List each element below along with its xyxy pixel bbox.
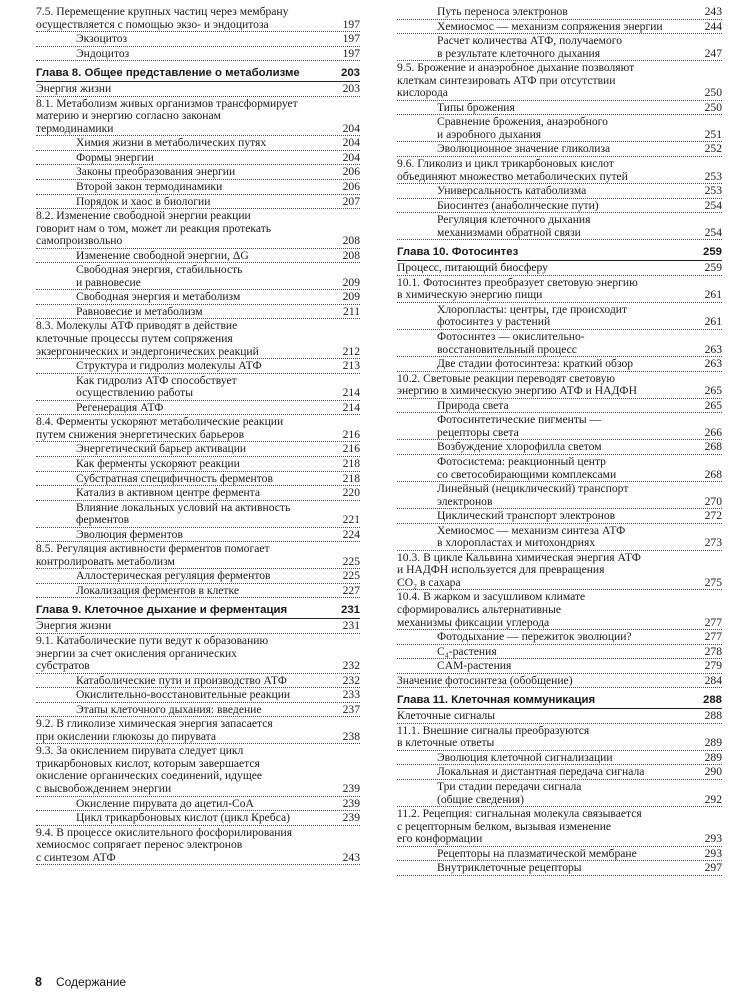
toc-subsection-entry (397, 214, 722, 240)
toc-section-entry (397, 158, 722, 184)
toc-subsection-entry (397, 102, 722, 116)
toc-section-entry (36, 635, 360, 674)
toc-entry-title: Клеточные сигналы (397, 709, 496, 723)
toc-subsection-entry (397, 510, 722, 524)
toc-entry-page: 289 (704, 750, 722, 764)
toc-subsection-entry (36, 33, 360, 47)
toc-subsection-entry (36, 137, 360, 151)
toc-entry-page: 227 (342, 583, 360, 597)
toc-entry-page: 268 (704, 440, 722, 454)
toc-entry-page: 239 (342, 781, 360, 795)
toc-entry-title: Линейный (нециклический) транспорт электронов (437, 482, 629, 508)
toc-entry-page: 259 (704, 261, 722, 275)
toc-section-entry (397, 710, 722, 724)
toc-entry-page: 239 (342, 796, 360, 810)
toc-entry-page: 251 (704, 127, 722, 141)
toc-entry-title: Изменение свободной энергии, ΔG (76, 248, 249, 262)
toc-subsection-entry (36, 375, 360, 401)
toc-section-entry (397, 808, 722, 847)
toc-section-entry (397, 262, 722, 276)
toc-section-entry (36, 745, 360, 796)
toc-subsection-entry (36, 196, 360, 210)
toc-entry-title: Глава 10. Фотосинтез (397, 246, 519, 259)
toc-entry-title: Окислительно-восстановительные реакции (76, 688, 291, 702)
toc-subsection-entry (397, 185, 722, 199)
toc-entry-page: 252 (704, 142, 722, 156)
toc-entry-title: Аллостерическая регуляция ферментов (76, 569, 271, 583)
toc-entry-title: Фотосинтез — окислительно- восстановительный процесс (437, 330, 585, 356)
toc-entry-page: 275 (704, 575, 722, 589)
toc-entry-page: 208 (342, 248, 360, 262)
toc-subsection-entry (36, 798, 360, 812)
toc-section-entry (36, 543, 360, 569)
toc-subsection-entry (36, 812, 360, 826)
toc-entry-title: Формы энергии (76, 150, 154, 164)
toc-section-entry (397, 277, 722, 303)
toc-entry-page: 204 (342, 121, 360, 135)
toc-entry-title: Глава 11. Клеточная коммуникация (397, 694, 596, 707)
toc-entry-page: 250 (704, 100, 722, 114)
toc-entry-page: 265 (704, 398, 722, 412)
toc-subsection-entry (397, 400, 722, 414)
toc-entry-page: 238 (342, 729, 360, 743)
toc-entry-title: Энергетический барьер активации (76, 442, 247, 456)
toc-subsection-entry (397, 331, 722, 357)
toc-subsection-entry (36, 152, 360, 166)
toc-entry-title: Внутриклеточные рецепторы (437, 861, 582, 875)
toc-entry-title: Рецепторы на плазматической мембране (437, 846, 637, 860)
toc-entry-title: 8.1. Метаболизм живых организмов трансформирует материю и энергию согласно законам термодинамики (36, 96, 298, 135)
toc-entry-page: 232 (342, 673, 360, 687)
toc-entry-page: 221 (342, 513, 360, 527)
toc-subsection-entry (397, 781, 722, 807)
toc-entry-title: Универсальность катаболизма (437, 184, 587, 198)
toc-subsection-entry (36, 458, 360, 472)
toc-subsection-entry (397, 525, 722, 551)
toc-entry-title: 8.3. Молекулы АТФ приводят в действие клеточные процессы путем сопряжения экзергонических и эндергонических реакций (36, 319, 259, 358)
toc-entry-page: 277 (704, 630, 722, 644)
toc-entry-title: 9.6. Гликолиз и цикл трикарбоновых кислот объединяют множество метаболических путей (397, 157, 628, 183)
toc-entry-page: 197 (342, 17, 360, 31)
toc-subsection-entry (36, 402, 360, 416)
toc-subsection-entry (397, 116, 722, 142)
toc-entry-page: 253 (704, 184, 722, 198)
toc-subsection-entry (397, 631, 722, 645)
toc-section-entry (397, 552, 722, 591)
toc-entry-title: Второй закон термодинамики (76, 180, 223, 194)
toc-section-entry (36, 83, 360, 97)
toc-subsection-entry (36, 570, 360, 584)
toc-entry-page: 284 (704, 673, 722, 687)
toc-entry-page: 288 (704, 709, 722, 723)
toc-entry-page: 273 (704, 536, 722, 550)
toc-entry-page: 278 (704, 644, 722, 658)
toc-section-entry (397, 675, 722, 689)
toc-entry-page: 231 (342, 619, 360, 633)
toc-entry-title: CAM-растения (437, 659, 512, 673)
toc-entry-page: 289 (704, 736, 722, 750)
toc-entry-page: 233 (342, 688, 360, 702)
toc-entry-page: 206 (342, 165, 360, 179)
toc-entry-page: 247 (704, 46, 722, 60)
toc-entry-title: 11.1. Внешние сигналы преобразуются в клеточные ответы (397, 723, 590, 750)
toc-subsection-entry (397, 6, 722, 20)
toc-subsection-entry (397, 304, 722, 330)
toc-entry-title: Три стадии передачи сигнала (общие сведения) (437, 779, 582, 806)
toc-entry-title: 8.5. Регуляция активности ферментов помогает контролировать метаболизм (36, 542, 270, 568)
toc-subsection-entry (397, 441, 722, 455)
toc-section-entry (36, 6, 360, 32)
toc-entry-title: Законы преобразования энергии (76, 165, 236, 179)
toc-entry-title: Путь переноса электронов (437, 5, 568, 18)
toc-entry-page: 216 (342, 427, 360, 441)
toc-entry-title: 9.3. За окислением пирувата следует цикл трикарбоновых кислот, которым завершается окисление органических соединений, идущее с высвобождением энергии (36, 744, 263, 795)
toc-entry-page: 220 (342, 486, 360, 500)
toc-entry-page: 277 (704, 615, 722, 629)
toc-subsection-entry (397, 143, 722, 157)
toc-subsection-entry (36, 166, 360, 180)
toc-entry-title: Эволюционное значение гликолиза (437, 142, 611, 156)
toc-entry-title: Этапы клеточного дыхания: введение (76, 702, 262, 716)
toc-entry-page: 204 (342, 150, 360, 164)
toc-entry-page: 209 (342, 275, 360, 289)
toc-entry-title: Циклический транспорт электронов (437, 509, 616, 523)
toc-entry-title: Биосинтез (анаболические пути) (437, 198, 599, 212)
toc-subsection-entry (397, 646, 722, 660)
toc-entry-page: 211 (343, 304, 360, 318)
toc-entry-page: 214 (342, 400, 360, 414)
toc-chapter-heading (397, 694, 722, 709)
toc-entry-title: Хлоропласты: центры, где происходит фотосинтез у растений (437, 302, 628, 329)
toc-entry-page: 261 (704, 288, 722, 302)
toc-subsection-entry (36, 675, 360, 689)
toc-entry-title: 10.2. Световые реакции переводят световую энергию в химическую энергию АТФ и НАДФН (397, 371, 637, 398)
toc-entry-page: 197 (342, 32, 360, 46)
toc-subsection-entry (397, 414, 722, 440)
toc-entry-title: Катаболические пути и производство АТФ (76, 673, 287, 687)
toc-section-entry (397, 62, 722, 101)
toc-entry-page: 208 (342, 234, 360, 248)
toc-entry-title: 9.4. В процессе окислительного фосфорилирования хемиосмос сопрягает перенос электронов с синтезом АТФ (36, 825, 293, 864)
toc-entry-title: Возбуждение хлорофилла светом (437, 440, 602, 454)
toc-entry-title: Структура и гидролиз молекулы АТФ (76, 359, 262, 373)
toc-entry-page: 253 (704, 169, 722, 183)
toc-subsection-entry (36, 250, 360, 264)
toc-entry-title: 9.5. Брожение и анаэробное дыхание позволяют клеткам синтезировать АТФ при отсутствии кислорода (397, 61, 635, 100)
toc-subsection-entry (36, 291, 360, 305)
toc-entry-page: 213 (342, 359, 360, 373)
toc-entry-page: 292 (704, 792, 722, 806)
toc-subsection-entry (36, 306, 360, 320)
toc-entry-page: 239 (342, 811, 360, 825)
toc-entry-title: 10.1. Фотосинтез преобразует световую энергию в химическую энергию пищи (397, 275, 638, 302)
toc-entry-page: 297 (704, 861, 722, 875)
toc-entry-title: Значение фотосинтеза (обобщение) (397, 673, 573, 687)
toc-entry-page: 243 (704, 5, 722, 18)
toc-subsection-entry (397, 752, 722, 766)
toc-entry-title: Типы брожения (437, 100, 515, 114)
toc-entry-page: 206 (342, 180, 360, 194)
toc-entry-page: 232 (342, 659, 360, 673)
toc-entry-title: Локализация ферментов в клетке (76, 583, 239, 597)
toc-entry-page: 293 (704, 832, 722, 846)
toc-entry-title: C₄-растения (437, 644, 497, 658)
toc-entry-page: 207 (342, 194, 360, 208)
toc-subsection-entry (397, 660, 722, 674)
toc-subsection-entry (397, 358, 722, 372)
toc-entry-title: Регуляция клеточного дыхания механизмами обратной связи (437, 213, 591, 239)
toc-entry-page: 263 (704, 357, 722, 371)
toc-entry-title: Как гидролиз АТФ способствует осуществлению работы (76, 373, 237, 400)
toc-entry-title: Энергия жизни (36, 82, 112, 96)
toc-entry-title: Сравнение брожения, анаэробного и аэробного дыхания (437, 115, 608, 141)
toc-section-entry (36, 98, 360, 137)
toc-subsection-entry (36, 473, 360, 487)
toc-subsection-entry (36, 360, 360, 374)
toc-entry-title: Свободная энергия, стабильность и равновесие (76, 263, 243, 289)
toc-entry-title: 8.2. Изменение свободной энергии реакции говорит нам о том, может ли реакция протекать самопроизвольно (36, 209, 272, 248)
toc-entry-title: 7.5. Перемещение крупных частиц через мембрану осуществляется с помощью экзо- и эндоцитоза (36, 5, 289, 31)
toc-entry-title: Фотодыхание — пережиток эволюции? (437, 630, 632, 644)
toc-subsection-entry (36, 502, 360, 528)
toc-entry-title: Влияние локальных условий на активность ферментов (76, 500, 291, 527)
toc-entry-page: 259 (702, 246, 722, 259)
toc-entry-title: 9.2. В гликолизе химическая энергия запасается при окислении глюкозы до пирувата (36, 717, 273, 743)
toc-subsection-entry (36, 689, 360, 703)
toc-subsection-entry (36, 443, 360, 457)
toc-entry-title: Локальная и дистантная передача сигнала (437, 765, 645, 779)
toc-entry-page: 266 (704, 425, 722, 439)
toc-section-entry (36, 620, 360, 634)
toc-entry-title: Расчет количества АТФ, получаемого в результате клеточного дыхания (437, 34, 623, 60)
page-footer (35, 975, 126, 989)
toc-subsection-entry (397, 200, 722, 214)
toc-entry-page: 272 (704, 509, 722, 523)
toc-entry-title: 10.3. В цикле Кальвина химическая энергия АТФ и НАДФН используется для превращения CO₂ в сахара (397, 550, 641, 589)
toc-entry-page: 265 (704, 384, 722, 398)
toc-entry-title: Равновесие и метаболизм (76, 304, 203, 318)
toc-entry-title: Эволюция ферментов (76, 527, 183, 541)
toc-section-entry (36, 210, 360, 249)
toc-entry-page: 237 (342, 702, 360, 716)
toc-section-entry (36, 718, 360, 744)
toc-entry-page: 224 (342, 527, 360, 541)
toc-entry-title: Глава 9. Клеточное дыхание и ферментация (36, 604, 288, 617)
toc-entry-page: 268 (704, 467, 722, 481)
toc-entry-title: Хемиосмос — механизм синтеза АТФ в хлоропластах и митохондриях (437, 523, 626, 550)
toc-subsection-entry (397, 456, 722, 482)
toc-subsection-entry (397, 862, 722, 876)
page-number: 8 (35, 975, 42, 989)
toc-subsection-entry (397, 766, 722, 780)
toc-entry-title: Как ферменты ускоряют реакции (76, 456, 240, 470)
toc-entry-page: 254 (704, 225, 722, 239)
toc-entry-page: 243 (342, 850, 360, 864)
toc-entry-page: 218 (342, 456, 360, 470)
toc-column-right (397, 6, 722, 877)
toc-entry-title: Окисление пирувата до ацетил-СоА (76, 796, 254, 810)
toc-subsection-entry (397, 35, 722, 61)
toc-chapter-heading (397, 246, 722, 261)
toc-section-entry (36, 416, 360, 442)
toc-subsection-entry (36, 704, 360, 718)
toc-entry-title: Катализ в активном центре фермента (76, 486, 261, 500)
toc-subsection-entry (36, 487, 360, 501)
toc-entry-page: 254 (704, 198, 722, 212)
toc-entry-title: Глава 8. Общее представление о метаболизме (36, 67, 300, 80)
toc-entry-page: 270 (704, 494, 722, 508)
toc-subsection-entry (36, 48, 360, 62)
toc-entry-title: Экзоцитоз (76, 32, 128, 46)
toc-section-entry (397, 591, 722, 630)
toc-entry-page: 250 (704, 86, 722, 100)
toc-entry-title: Цикл трикарбоновых кислот (цикл Кребса) (76, 811, 290, 825)
toc-subsection-entry (36, 264, 360, 290)
toc-entry-page: 293 (704, 846, 722, 860)
toc-subsection-entry (397, 483, 722, 509)
toc-entry-page: 290 (704, 765, 722, 779)
toc-section-entry (397, 725, 722, 751)
toc-entry-title: 11.2. Рецепция: сигнальная молекула связывается с рецепторным белком, вызывая изменение его конформации (397, 807, 642, 846)
toc-entry-title: Хемиосмос — механизм сопряжения энергии (437, 19, 663, 33)
toc-entry-page: 288 (702, 694, 722, 707)
toc-entry-title: Эволюция клеточной сигнализации (437, 750, 613, 764)
toc-entry-title: Порядок и хаос в биологии (76, 194, 211, 208)
toc-entry-title: 10.4. В жарком и засушливом климате сформировались альтернативные механизмы фиксации углерода (397, 590, 586, 629)
toc-chapter-heading (36, 67, 360, 82)
toc-entry-title: Химия жизни в метаболических путях (76, 136, 267, 150)
toc-column-left (36, 6, 360, 866)
toc-entry-title: Фотосистема: реакционный центр со светособирающими комплексами (437, 454, 617, 481)
toc-entry-page: 225 (342, 569, 360, 583)
toc-subsection-entry (36, 529, 360, 543)
toc-entry-page: 244 (704, 19, 722, 33)
toc-entry-title: Энергия жизни (36, 619, 112, 633)
toc-entry-page: 197 (342, 46, 360, 60)
toc-section-entry (397, 373, 722, 399)
toc-entry-page: 261 (704, 315, 722, 329)
toc-entry-title: Свободная энергия и метаболизм (76, 290, 241, 304)
toc-entry-title: 9.1. Катаболические пути ведут к образованию энергии за счет окисления органических субстратов (36, 633, 269, 673)
toc-entry-title: Эндоцитоз (76, 46, 130, 60)
toc-entry-title: Регенерация АТФ (76, 400, 164, 414)
toc-section-entry (36, 827, 360, 866)
toc-subsection-entry (36, 181, 360, 195)
toc-section-entry (36, 320, 360, 359)
toc-subsection-entry (397, 21, 722, 35)
toc-entry-title: Природа света (437, 398, 509, 412)
toc-entry-page: 203 (342, 82, 360, 96)
toc-entry-page: 218 (342, 471, 360, 485)
toc-chapter-heading (36, 604, 360, 619)
toc-entry-page: 263 (704, 342, 722, 356)
toc-entry-page: 212 (342, 344, 360, 358)
footer-label: Содержание (55, 975, 127, 989)
toc-entry-page: 279 (704, 659, 722, 673)
toc-entry-page: 225 (342, 554, 360, 568)
toc-entry-page: 214 (342, 386, 360, 400)
toc-entry-page: 204 (342, 136, 360, 150)
toc-entry-page: 209 (342, 290, 360, 304)
toc-entry-page: 231 (340, 604, 360, 617)
toc-entry-page: 216 (342, 442, 360, 456)
toc-entry-title: Субстратная специфичность ферментов (76, 471, 273, 485)
toc-entry-title: Две стадии фотосинтеза: краткий обзор (437, 357, 634, 371)
toc-entry-title: 8.4. Ферменты ускоряют метаболические реакции путем снижения энергетических барьеров (36, 415, 284, 441)
toc-entry-page: 203 (340, 67, 360, 80)
toc-entry-title: Фотосинтетические пигменты — рецепторы света (437, 413, 602, 439)
toc-entry-title: Процесс, питающий биосферу (397, 261, 548, 275)
toc-subsection-entry (397, 848, 722, 862)
toc-subsection-entry (36, 585, 360, 599)
